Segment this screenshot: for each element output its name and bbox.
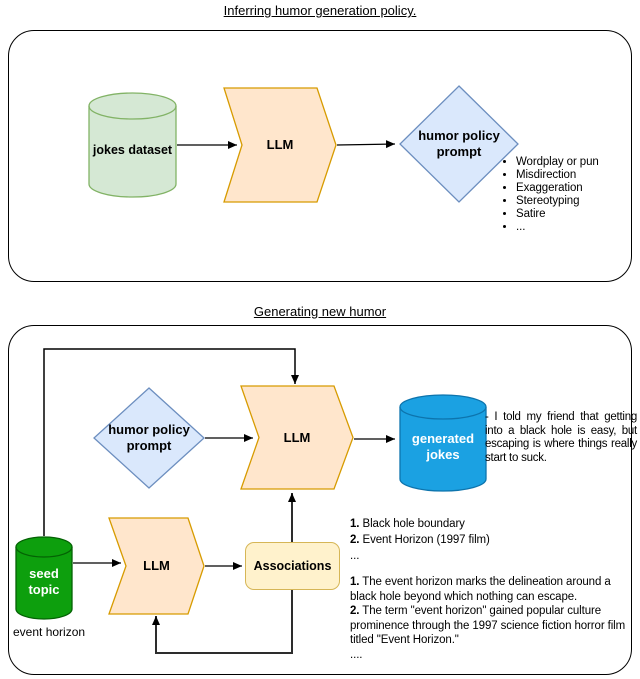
policy-prompt-label-2: humor policy prompt — [108, 422, 190, 453]
policy-bullet-item: • Misdirection — [516, 169, 635, 182]
llm3-step — [108, 517, 205, 615]
llm2-step — [240, 385, 354, 490]
llm1-label: LLM — [266, 137, 294, 153]
generated-jokes-label: generated jokes — [411, 431, 475, 462]
item-text: ... — [350, 550, 360, 562]
llm1-step — [223, 87, 337, 203]
jokes-dataset-label: jokes dataset — [92, 142, 173, 157]
item-text: The term "event horizon" gained popular culture prominence through the 1997 science fiction horror film titled "Event Horizon." — [350, 605, 626, 646]
associations-label: Associations — [253, 559, 332, 573]
joke-example-text: - I told my friend that getting into a black hole is easy, but escaping is where things really start to suck. — [485, 411, 637, 464]
llm2-label: LLM — [283, 429, 311, 445]
policy-bullet-item: • Exaggeration — [516, 182, 635, 195]
policy-prompt-diamond-2 — [93, 387, 205, 489]
seed-topic-caption: event horizon — [13, 625, 86, 639]
policy-bullet-item: • Wordplay or pun — [516, 156, 635, 169]
policy-prompt-diamond-1 — [399, 85, 519, 203]
panel2-title: Generating new humor — [253, 304, 387, 319]
policy-bullet-list — [503, 156, 635, 234]
association-detail-item — [350, 604, 634, 648]
policy-bullet-item: • ... — [516, 221, 635, 234]
associations-short-list — [350, 516, 634, 564]
association-detail-item — [350, 648, 634, 663]
item-text: The event horizon marks the delineation around a black hole beyond which nothing can escape. — [350, 576, 611, 603]
item-number: 1. — [350, 576, 360, 588]
association-item — [350, 532, 634, 548]
item-number: 2. — [350, 605, 360, 617]
associations-box — [245, 542, 340, 590]
association-item — [350, 516, 634, 532]
item-number: 2. — [350, 534, 360, 546]
association-detail-item — [350, 575, 634, 604]
generated-jokes-cylinder — [399, 394, 487, 492]
association-item — [350, 548, 634, 564]
seed-topic-cylinder — [15, 536, 73, 620]
associations-detail-list — [350, 575, 634, 662]
panel1-title: Inferring humor generation policy. — [223, 3, 417, 18]
policy-prompt-label-1: humor policy prompt — [418, 128, 500, 159]
item-text: .... — [350, 648, 363, 661]
policy-bullet-item: • Stereotyping — [516, 195, 635, 208]
item-text: Black hole boundary — [362, 518, 465, 530]
llm3-label: LLM — [143, 558, 170, 574]
seed-topic-label: seed topic — [28, 565, 60, 597]
item-number: 1. — [350, 518, 360, 530]
policy-bullet-item: • Satire — [516, 208, 635, 221]
item-text: Event Horizon (1997 film) — [362, 534, 490, 546]
arrow-llm1-to-policy-prompt — [337, 144, 395, 145]
jokes-dataset-cylinder — [88, 92, 177, 198]
